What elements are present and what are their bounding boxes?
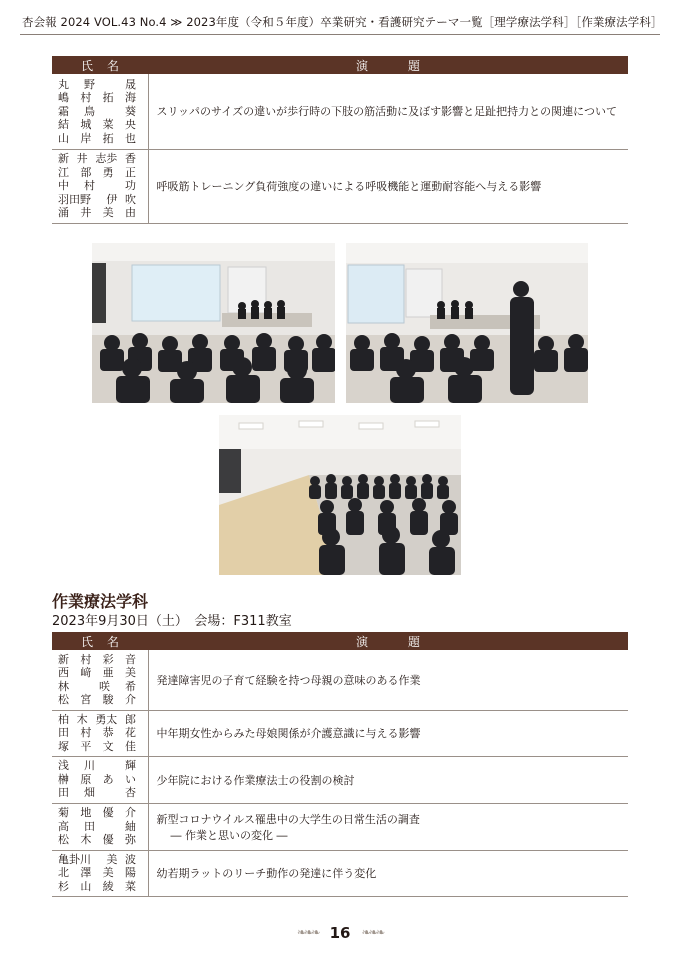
name-char: 浅 xyxy=(58,759,69,773)
name-char: 勇 xyxy=(102,165,114,179)
table-row xyxy=(52,650,628,710)
name-char: 北 xyxy=(58,866,69,880)
theme-cell xyxy=(148,650,628,710)
student-name xyxy=(58,118,136,132)
name-char: 平 xyxy=(80,739,92,753)
theme-title: スリッパのサイズの違いが歩行時の下肢の筋活動に及ぼす影響と足趾把持力との関連について xyxy=(156,105,617,119)
name-char: 志歩 xyxy=(95,152,118,166)
names-cell xyxy=(52,650,148,710)
name-char: 山 xyxy=(58,131,69,145)
name-char: 羽田野 xyxy=(58,192,91,206)
name-char: 鳥 xyxy=(84,104,95,118)
leaf-ornament-left-icon: ❧❧❧ xyxy=(296,926,319,939)
name-char: あ xyxy=(102,772,114,786)
student-name xyxy=(58,132,136,146)
student-name xyxy=(58,152,136,166)
name-char: 咲 xyxy=(99,679,110,693)
student-name xyxy=(58,713,136,727)
table-row xyxy=(52,74,628,149)
student-name xyxy=(58,773,136,787)
name-char: 林 xyxy=(58,679,69,693)
name-char: 村 xyxy=(80,726,92,740)
name-char: 介 xyxy=(124,693,136,707)
name-char: 江 xyxy=(58,165,69,179)
name-char: 田 xyxy=(84,819,95,833)
name-char: 介 xyxy=(124,806,136,820)
name-char: 結 xyxy=(58,118,69,131)
name-char: 菜 xyxy=(102,118,114,131)
presentation-photo-left xyxy=(92,243,335,403)
ot-theme-table xyxy=(52,632,628,897)
table-row xyxy=(52,710,628,756)
theme-subtitle: ― 作業と思いの変化 ― xyxy=(170,828,288,842)
student-name xyxy=(58,206,136,220)
table-row xyxy=(52,756,628,803)
names-column-header: 氏名 xyxy=(52,632,148,650)
name-char: 地 xyxy=(80,806,92,820)
name-char: 新 xyxy=(58,152,69,166)
table-row xyxy=(52,149,628,223)
name-char: 菊 xyxy=(58,806,69,820)
name-char: 田 xyxy=(58,786,69,800)
table-header-row xyxy=(52,56,628,74)
names-cell xyxy=(52,756,148,803)
name-char: 部 xyxy=(80,165,92,179)
name-char: 木 xyxy=(80,833,92,847)
student-name xyxy=(58,693,136,707)
page-footer xyxy=(0,922,680,942)
name-char: 也 xyxy=(124,131,136,145)
name-char: 拓 xyxy=(102,131,114,145)
name-char: 丸 xyxy=(58,77,69,91)
student-name xyxy=(58,91,136,105)
name-char: 美 xyxy=(102,866,114,880)
theme-title: 少年院における作業療法士の役割の検討 xyxy=(156,773,355,787)
name-char: 松 xyxy=(58,693,69,707)
name-char: 晟 xyxy=(125,77,136,91)
theme-cell xyxy=(148,850,628,896)
theme-cell xyxy=(148,756,628,803)
name-char: 西 xyxy=(58,666,69,680)
name-char: 綾 xyxy=(102,879,114,893)
name-char: 原 xyxy=(80,772,92,786)
name-char: 美 xyxy=(106,852,118,866)
name-char: 村 xyxy=(80,652,92,666)
name-char: い xyxy=(124,772,136,786)
presentation-photo-right xyxy=(346,243,588,403)
student-name xyxy=(58,666,136,680)
theme-column-header: 演題 xyxy=(148,56,628,74)
student-name xyxy=(58,726,136,740)
theme-title: 新型コロナウイルス罹患中の大学生の日常生活の調査 xyxy=(156,812,420,826)
section-date-venue: 2023年9月30日（土） 会場：F311教室 xyxy=(52,614,292,629)
theme-title: 呼吸筋トレーニング負荷強度の違いによる呼吸機能と運動耐容能へ与える影響 xyxy=(156,180,542,193)
names-cell xyxy=(52,850,148,896)
name-char: 佳 xyxy=(124,739,136,753)
name-char: 涌 xyxy=(58,206,69,220)
name-char: 松 xyxy=(58,833,69,847)
student-name xyxy=(58,833,136,847)
name-char: 岸 xyxy=(80,131,92,145)
student-name xyxy=(58,880,136,894)
name-char: 郎 xyxy=(124,712,136,726)
name-char: 杉 xyxy=(58,879,69,893)
theme-column-header: 演題 xyxy=(148,632,628,650)
theme-cell xyxy=(148,710,628,756)
name-char: 亀卦川 xyxy=(58,852,91,866)
student-name xyxy=(58,680,136,694)
name-char: 輝 xyxy=(125,759,136,773)
name-char: 由 xyxy=(124,206,136,220)
name-char: 村 xyxy=(80,91,92,104)
name-char: 亜 xyxy=(102,666,114,680)
name-char: 野 xyxy=(84,77,95,91)
student-name xyxy=(58,806,136,820)
name-char: 音 xyxy=(124,652,136,666)
names-cell xyxy=(52,149,148,223)
name-char: 田 xyxy=(58,726,69,740)
name-char: 宮 xyxy=(80,693,92,707)
name-char: 恭 xyxy=(102,726,114,740)
student-name xyxy=(58,105,136,119)
student-name xyxy=(58,853,136,867)
name-char: 塚 xyxy=(58,739,69,753)
name-char: 杏 xyxy=(125,786,136,800)
name-char: 葵 xyxy=(125,104,136,118)
name-char: 中 xyxy=(58,179,69,193)
name-char: 井 xyxy=(80,206,92,220)
name-char: 香 xyxy=(124,152,136,166)
name-char: 勇太 xyxy=(95,712,118,726)
student-name xyxy=(58,78,136,92)
theme-cell xyxy=(148,74,628,149)
name-char: 優 xyxy=(102,833,114,847)
theme-title: 中年期女性からみた母娘関係が介護意識に与える影響 xyxy=(156,727,421,740)
name-char: 井 xyxy=(76,152,88,166)
student-name xyxy=(58,179,136,193)
student-name xyxy=(58,740,136,754)
name-char: 伊 xyxy=(106,192,118,206)
theme-cell xyxy=(148,149,628,223)
name-char: 美 xyxy=(102,206,114,220)
pt-theme-table xyxy=(52,56,628,224)
names-column-header: 氏名 xyxy=(52,56,148,74)
name-char: 優 xyxy=(102,806,114,820)
name-char: 功 xyxy=(125,179,136,193)
names-cell xyxy=(52,803,148,850)
name-char: 高 xyxy=(58,819,69,833)
table-header-row xyxy=(52,632,628,650)
theme-cell xyxy=(148,803,628,850)
table-row xyxy=(52,850,628,896)
name-char: 拓 xyxy=(102,91,114,104)
theme-title: 幼若期ラットのリーチ動作の発達に伴う変化 xyxy=(156,867,377,880)
student-name xyxy=(58,653,136,667)
table-row xyxy=(52,803,628,850)
theme-title: 発達障害児の子育て経験を持つ母親の意味のある作業 xyxy=(156,673,421,687)
name-char: 澤 xyxy=(80,866,92,880)
name-char: 山 xyxy=(80,879,92,893)
name-char: 﨑 xyxy=(80,666,92,680)
student-name xyxy=(58,193,136,207)
running-header: 杏会報 2024 VOL.43 No.4 ≫ 2023年度（令和５年度）卒業研究・看護研究テーマ一覧［理学療法学科］［作業療法学科］ xyxy=(22,15,663,29)
name-char: 紬 xyxy=(125,819,136,833)
name-char: 城 xyxy=(80,118,92,131)
name-char: 霜 xyxy=(58,104,69,118)
name-char: 彩 xyxy=(102,652,114,666)
name-char: 弥 xyxy=(124,833,136,847)
student-name xyxy=(58,759,136,773)
name-char: 吹 xyxy=(124,192,136,206)
name-char: 波 xyxy=(124,852,136,866)
name-char: 文 xyxy=(102,739,114,753)
name-char: 木 xyxy=(76,712,88,726)
name-char: 新 xyxy=(58,652,69,666)
name-char: 正 xyxy=(124,165,136,179)
section-title: 作業療法学科 xyxy=(52,592,149,611)
name-char: 陽 xyxy=(124,866,136,880)
name-char: 嶋 xyxy=(58,91,69,104)
name-char: 駿 xyxy=(102,693,114,707)
header-rule xyxy=(20,34,660,35)
name-char: 花 xyxy=(124,726,136,740)
name-char: 柏 xyxy=(58,712,69,726)
student-name xyxy=(58,866,136,880)
page-number: 16 xyxy=(329,923,351,942)
name-char: 榊 xyxy=(58,772,69,786)
name-char: 畑 xyxy=(84,786,95,800)
names-cell xyxy=(52,710,148,756)
names-cell xyxy=(52,74,148,149)
student-name xyxy=(58,166,136,180)
student-name xyxy=(58,820,136,834)
name-char: 海 xyxy=(124,91,136,104)
name-char: 央 xyxy=(124,118,136,131)
leaf-ornament-right-icon: ❧❧❧ xyxy=(361,926,384,939)
name-char: 川 xyxy=(84,759,95,773)
student-name xyxy=(58,786,136,800)
name-char: 希 xyxy=(125,679,136,693)
audience-photo xyxy=(219,415,461,575)
name-char: 美 xyxy=(124,666,136,680)
name-char: 村 xyxy=(84,179,95,193)
name-char: 菜 xyxy=(124,879,136,893)
